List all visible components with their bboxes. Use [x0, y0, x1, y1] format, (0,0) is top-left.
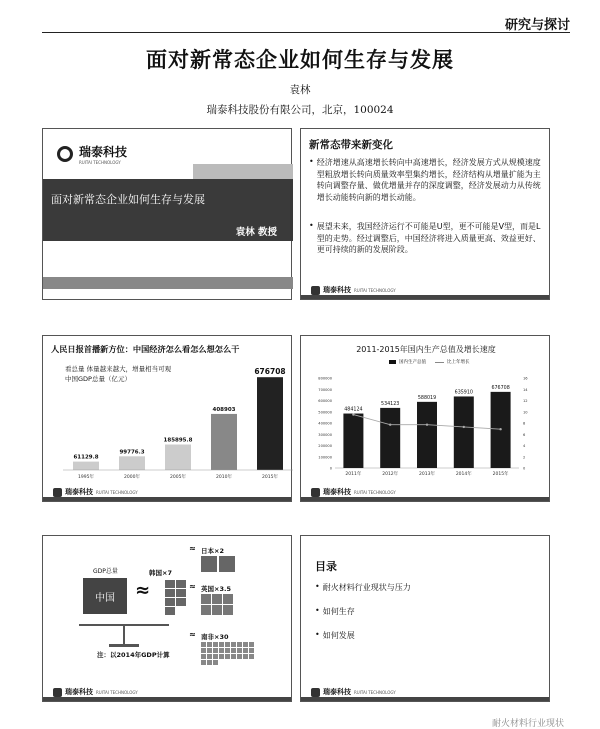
year-category-label: 2013年 — [419, 472, 435, 477]
slide-footer — [311, 487, 396, 497]
japan-label: 日本×2 — [201, 547, 224, 555]
africa-block — [219, 648, 224, 653]
africa-block — [225, 648, 230, 653]
slide-new-changes — [300, 128, 550, 300]
gdp-bar — [73, 462, 99, 470]
slide2-paragraph-1: 经济增速从高速增长转向中高速增长，经济发展方式从规模速度型粗放增长转向质量效率型集约增长，经济结构从增量扩能为主转向调整存量、做优增量并存的深度调整，经济发展动力从传统增长动能转向新的增长动能。 — [316, 158, 541, 202]
balance-stand — [123, 626, 125, 644]
gdp-year-label: 635910 — [454, 390, 473, 396]
slide-cover — [42, 128, 292, 300]
footer-brand: 瑞泰科技 — [323, 488, 351, 496]
footer-logo-icon — [311, 286, 320, 295]
slide-bottom-bar — [301, 697, 549, 701]
slide2-paragraph-2: 展望未来，我国经济运行不可能是U型，更不可能是V型，而是L型的走势。经过调整后，中国经济将进入质量更高、效益更好、更可持续的新的发展阶段。 — [316, 222, 541, 255]
africa-block — [231, 642, 236, 647]
africa-block — [207, 660, 212, 665]
y-tick-left: 600000 — [318, 399, 332, 403]
footer-logo-icon — [53, 488, 62, 497]
section-tag: 研究与探讨 — [504, 18, 570, 33]
gdp-bar-label: 408903 — [212, 406, 236, 413]
article-author: 袁林 — [289, 84, 311, 96]
balance-base — [109, 644, 139, 647]
contents-item — [315, 582, 411, 593]
africa-block — [207, 654, 212, 659]
footer-brand: 瑞泰科技 — [65, 488, 93, 496]
slide5-note: 注：以2014年GDP计算 — [97, 651, 170, 659]
gdp-year-bar — [454, 396, 474, 468]
africa-block — [207, 642, 212, 647]
year-category-label: 2015年 — [492, 472, 509, 477]
africa-block — [249, 654, 254, 659]
y-tick-right: 16 — [523, 376, 528, 381]
gdp-bar-label: 99776.3 — [119, 449, 145, 456]
slide-bottom-bar — [301, 497, 549, 501]
slide-footer — [311, 687, 396, 697]
gdp-year-label: 484124 — [344, 407, 363, 413]
footer-brand-en: RUITAI TECHNOLOGY — [96, 489, 138, 495]
gdp-bar — [211, 414, 237, 470]
cover-brand-en: RUITAI TECHNOLOGY — [79, 160, 121, 165]
gdp-year-label: 534123 — [381, 401, 400, 407]
slide3-subtitle: 看总量 体量越来越大，增量相当可观 — [65, 365, 172, 373]
y-tick-right: 8 — [523, 421, 526, 426]
contents-item — [315, 630, 355, 641]
y-tick-left: 800000 — [318, 376, 332, 381]
africa-block — [219, 654, 224, 659]
legend-gdp: 国内生产总值 — [399, 360, 426, 365]
cover-brand-name: 瑞泰科技 — [79, 145, 128, 159]
cover-logo — [57, 143, 127, 165]
korea-blocks — [165, 580, 187, 615]
africa-block — [225, 654, 230, 659]
contents-item-3: 如何发展 — [322, 631, 355, 640]
bullet-dot-icon: • — [315, 606, 320, 615]
gdp-year-bar — [417, 402, 437, 468]
growth-point — [389, 423, 391, 425]
y-tick-right: 2 — [523, 455, 526, 460]
article-title: 面对新常态企业如何生存与发展 — [146, 47, 454, 72]
slide3-unit: 中国GDP总量（亿元） — [65, 375, 131, 383]
gdp-category-label: 2005年 — [170, 475, 186, 480]
footer-brand-en: RUITAI TECHNOLOGY — [354, 689, 396, 695]
y-tick-left: 500000 — [318, 410, 332, 415]
bullet-dot-icon: • — [315, 630, 320, 639]
slide3-title: 人民日报首播新方位：中国经济怎么看怎么想怎么干 — [51, 344, 240, 354]
footer-brand-en: RUITAI TECHNOLOGY — [354, 489, 396, 495]
gdp-bar-label: 61129.8 — [73, 454, 99, 461]
bullet-dot-icon: • — [315, 582, 320, 591]
contents-title: 目录 — [315, 560, 337, 573]
year-category-label: 2014年 — [455, 472, 472, 477]
africa-block — [225, 642, 230, 647]
slide-gdp-growth — [300, 335, 550, 502]
africa-blocks — [201, 642, 259, 665]
year-category-label: 2012年 — [382, 472, 399, 477]
slide-bottom-bar — [43, 697, 291, 701]
page-footer-text: 耐火材料行业现状 — [491, 719, 564, 729]
africa-block — [237, 654, 242, 659]
footer-brand-en: RUITAI TECHNOLOGY — [96, 689, 138, 695]
approx-symbol: ≈ — [135, 580, 151, 601]
korea-label: 韩国×7 — [149, 569, 172, 577]
slide2-title: 新常态带来新变化 — [309, 139, 393, 151]
footer-logo-icon — [311, 688, 320, 697]
japan-blocks — [201, 556, 235, 572]
y-tick-right: 6 — [523, 432, 526, 437]
china-label: 中国 — [95, 592, 115, 604]
article-affiliation: 瑞泰科技股份有限公司，北京，100024 — [206, 104, 394, 116]
bullet-dot-icon: • — [309, 157, 314, 166]
africa-block — [249, 642, 254, 647]
y-tick-left: 700000 — [318, 387, 332, 392]
growth-point — [352, 413, 354, 415]
footer-brand-en: RUITAI TECHNOLOGY — [354, 287, 396, 293]
africa-label: 南非×30 — [201, 633, 229, 641]
slide-footer — [53, 687, 138, 697]
approx-africa: ≈ — [189, 630, 196, 639]
slide-footer — [53, 487, 138, 497]
slide-bottom-bar — [43, 497, 291, 501]
cover-band-light — [193, 164, 293, 179]
slide-footer — [311, 285, 396, 295]
gdp-year-bar — [380, 408, 400, 468]
y-tick-right: 0 — [523, 466, 526, 471]
slide-contents — [300, 535, 550, 702]
africa-block — [207, 648, 212, 653]
gdp-bar-chart — [43, 336, 293, 503]
africa-block — [219, 642, 224, 647]
africa-block — [249, 648, 254, 653]
africa-block — [231, 648, 236, 653]
gdp-category-label: 2000年 — [124, 475, 140, 480]
africa-block — [201, 648, 206, 653]
uk-label: 英国×3.5 — [201, 585, 231, 593]
slide-bottom-bar — [301, 295, 549, 299]
africa-block — [213, 642, 218, 647]
legend-growth: 比上年增长 — [447, 360, 470, 365]
gdp-category-label: 2010年 — [216, 475, 232, 480]
africa-block — [213, 654, 218, 659]
footer-brand: 瑞泰科技 — [323, 688, 351, 696]
africa-block — [201, 642, 206, 647]
africa-block — [237, 648, 242, 653]
growth-point — [499, 428, 501, 430]
slide-gdp-total — [42, 335, 292, 502]
gdp-year-label: 676708 — [491, 385, 510, 391]
y-tick-right: 4 — [523, 444, 526, 448]
y-tick-right: 14 — [523, 387, 528, 392]
y-tick-right: 12 — [523, 399, 528, 403]
y-tick-left: 400000 — [318, 421, 332, 426]
footer-brand: 瑞泰科技 — [65, 688, 93, 696]
contents-item — [315, 606, 355, 617]
gdp-total-label: GDP总量 — [93, 568, 118, 575]
y-tick-right: 10 — [523, 410, 528, 415]
gdp-year-bar — [343, 414, 363, 468]
ruitai-logo-icon — [57, 146, 73, 162]
gdp-growth-chart — [301, 336, 551, 503]
africa-block — [243, 642, 248, 647]
footer-brand: 瑞泰科技 — [323, 286, 351, 294]
china-block — [83, 578, 127, 614]
slide-gdp-comparison — [42, 535, 292, 702]
africa-block — [237, 642, 242, 647]
approx-japan: ≈ — [189, 544, 196, 553]
gdp-bar-label: 676708 — [254, 367, 286, 377]
bullet-dot-icon: • — [309, 221, 314, 230]
africa-block — [243, 648, 248, 653]
y-tick-left: 300000 — [318, 432, 332, 437]
growth-point — [463, 426, 465, 428]
gdp-bar-label: 185895.8 — [163, 437, 193, 444]
y-tick-left: 100000 — [318, 455, 332, 460]
gdp-bar — [165, 445, 191, 470]
growth-point — [426, 423, 428, 425]
gdp-category-label: 2015年 — [262, 475, 278, 480]
gdp-bar — [257, 377, 283, 470]
gdp-bar — [119, 456, 145, 470]
year-category-label: 2011年 — [345, 472, 362, 477]
africa-block — [201, 660, 206, 665]
africa-block — [201, 654, 206, 659]
footer-logo-icon — [53, 688, 62, 697]
header-rule — [42, 32, 570, 33]
africa-block — [213, 648, 218, 653]
africa-block — [231, 654, 236, 659]
uk-blocks — [201, 594, 233, 615]
contents-item-1: 耐火材料行业现状与压力 — [322, 583, 411, 592]
gdp-category-label: 1995年 — [78, 475, 94, 480]
contents-item-2: 如何生存 — [322, 607, 355, 616]
africa-block — [213, 660, 218, 665]
y-tick-left: 200000 — [318, 444, 332, 448]
footer-logo-icon — [311, 488, 320, 497]
y-tick-left: 0 — [329, 466, 332, 471]
slide4-title: 2011-2015年国内生产总值及增长速度 — [356, 345, 496, 354]
cover-title: 面对新常态企业如何生存与发展 — [51, 193, 205, 206]
approx-uk: ≈ — [189, 582, 196, 591]
gdp-year-label: 588019 — [417, 395, 437, 401]
cover-presenter: 袁林 教授 — [235, 227, 277, 238]
africa-block — [243, 654, 248, 659]
cover-bottom-bar — [43, 277, 293, 289]
